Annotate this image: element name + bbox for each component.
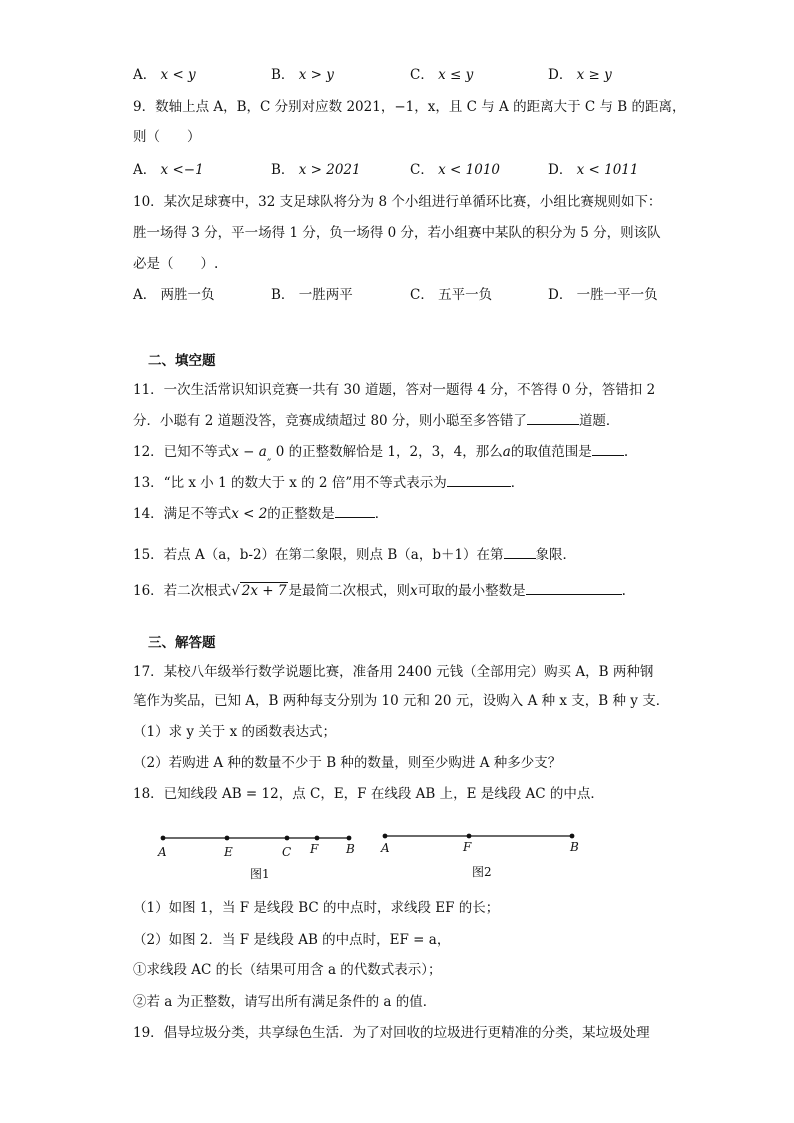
q18-stem: 18．已知线段 AB = 12，点 C，E，F 在线段 AB 上，E 是线段 AC 的中点． xyxy=(133,786,604,802)
fig1-point-c xyxy=(285,836,290,841)
fig1-label-e: E xyxy=(224,845,233,859)
q19-stem-line1: 19．倡导垃圾分类，共享绿色生活．为了对回收的垃圾进行更精准的分类，某垃圾处理 xyxy=(133,1025,650,1041)
fig1-label-a: A xyxy=(158,845,167,859)
q18-part2-sub2: ②若 a 为正整数，请写出所有满足条件的 a 的值． xyxy=(133,994,437,1010)
fig2-point-a xyxy=(383,834,388,839)
q13-stem: 13．“比 x 小 1 的数大于 x 的 2 倍”用不等式表示为 ． xyxy=(133,472,524,493)
q9-option-c: C． x < 1010 xyxy=(410,162,501,178)
fig1-point-a xyxy=(161,836,166,841)
section-heading-fill-in: 二、填空题 xyxy=(148,353,216,369)
fig2-label-a: A xyxy=(381,841,390,855)
q10-option-a: A． 两胜一负 xyxy=(133,287,215,303)
q14-inequality: x < 2 xyxy=(231,506,268,522)
q10-option-c: C． 五平一负 xyxy=(410,287,493,303)
q17-stem-line2: 笔作为奖品，已知 A，B 两种每支分别为 10 元和 20 元，设购入 A 种 x 支，B 种 y 支． xyxy=(133,693,670,709)
q11-text: 分．小聪有 2 道题没答，竞赛成绩超过 80 分，则小聪至多答错了 xyxy=(133,413,527,429)
fig1-label-f: F xyxy=(310,842,319,856)
q17-part1: （1）求 y 关于 x 的函数表达式； xyxy=(133,724,336,740)
q16-stem: 16．若二次根式√ 2x + 7 是最简二次根式，则x可取的最小整数是 . xyxy=(133,580,626,601)
q9-option-a: A． x <−1 xyxy=(133,162,204,178)
q18-part1: （1）如图 1，当 F 是线段 BC 的中点时，求线段 EF 的长； xyxy=(133,900,500,916)
q10-option-d: D． 一胜一平一负 xyxy=(548,287,658,303)
fig2-point-b xyxy=(570,834,575,839)
q14-stem: 14．满足不等式x < 2的正整数是 ． xyxy=(133,503,388,524)
q8-option-a: A． x < y xyxy=(133,67,196,83)
q11-text-end: 道题． xyxy=(578,413,620,429)
fig1-point-e xyxy=(225,836,230,841)
q9-option-b: B． x > 2021 xyxy=(271,162,361,178)
fig2-caption: 图2 xyxy=(472,865,492,879)
q10-stem-line1: 10．某次足球赛中，32 支足球队将分为 8 个小组进行单循环比赛，小组比赛规则如下： xyxy=(133,194,662,210)
q18-part2-sub1: ①求线段 AC 的长（结果可用含 a 的代数式表示）； xyxy=(133,962,442,978)
fig2-label-b: B xyxy=(570,840,579,854)
q16-radicand: 2x + 7 xyxy=(241,583,287,599)
q18-part2: （2）如图 2．当 F 是线段 AB 的中点时，EF = a， xyxy=(133,932,451,948)
q17-part2: （2）若购进 A 种的数量不少于 B 种的数量，则至少购进 A 种多少支？ xyxy=(133,755,562,771)
q11-stem-line1: 11．一次生活常识知识竞赛一共有 30 道题，答对一题得 4 分，不答得 0 分，答错扣 2 xyxy=(133,382,656,398)
q12-stem: 12．已知不等式$x - a_„$ 0 的正整数解恰是 1，2，3，4，那么a的取值范围是 . xyxy=(133,441,628,468)
q15-stem: 15．若点 A（a，b-2）在第二象限，则点 B（a，b＋1）在第 象限． xyxy=(133,544,576,565)
q8-option-b: B． x > y xyxy=(271,67,334,83)
q17-stem-line1: 17．某校八年级举行数学说题比赛，准备用 2400 元钱（全部用完）购买 A，B 两种钢 xyxy=(133,664,654,680)
fig1-point-b xyxy=(347,836,352,841)
fig1-point-f xyxy=(315,836,320,841)
fig2-point-f xyxy=(467,834,472,839)
q9-stem-line2: 则（ ） xyxy=(133,129,201,145)
fig1-label-b: B xyxy=(346,842,355,856)
q10-stem-line3: 必是（ ）. xyxy=(133,256,219,272)
fig1-label-c: C xyxy=(282,845,292,859)
fig2-label-f: F xyxy=(463,840,472,854)
q10-stem-line2: 胜一场得 3 分，平一场得 1 分，负一场得 0 分，若小组赛中某队的积分为 5 分，则该队 xyxy=(133,225,661,241)
q12-inequality: x − a xyxy=(231,444,267,460)
q8-option-c: C． x ≤ y xyxy=(410,67,474,83)
q10-option-b: B． 一胜两平 xyxy=(271,287,353,303)
sqrt-symbol: √ xyxy=(231,583,240,599)
fig1-caption: 图1 xyxy=(250,867,270,881)
q9-option-d: D． x < 1011 xyxy=(548,162,639,178)
section-heading-solutions: 三、解答题 xyxy=(148,635,216,651)
q8-option-d: D． x ≥ y xyxy=(548,67,612,83)
q9-stem-line1: 9．数轴上点 A，B，C 分别对应数 2021，−1，x，且 C 与 A 的距离大于 C 与 B 的距离， xyxy=(133,99,686,115)
